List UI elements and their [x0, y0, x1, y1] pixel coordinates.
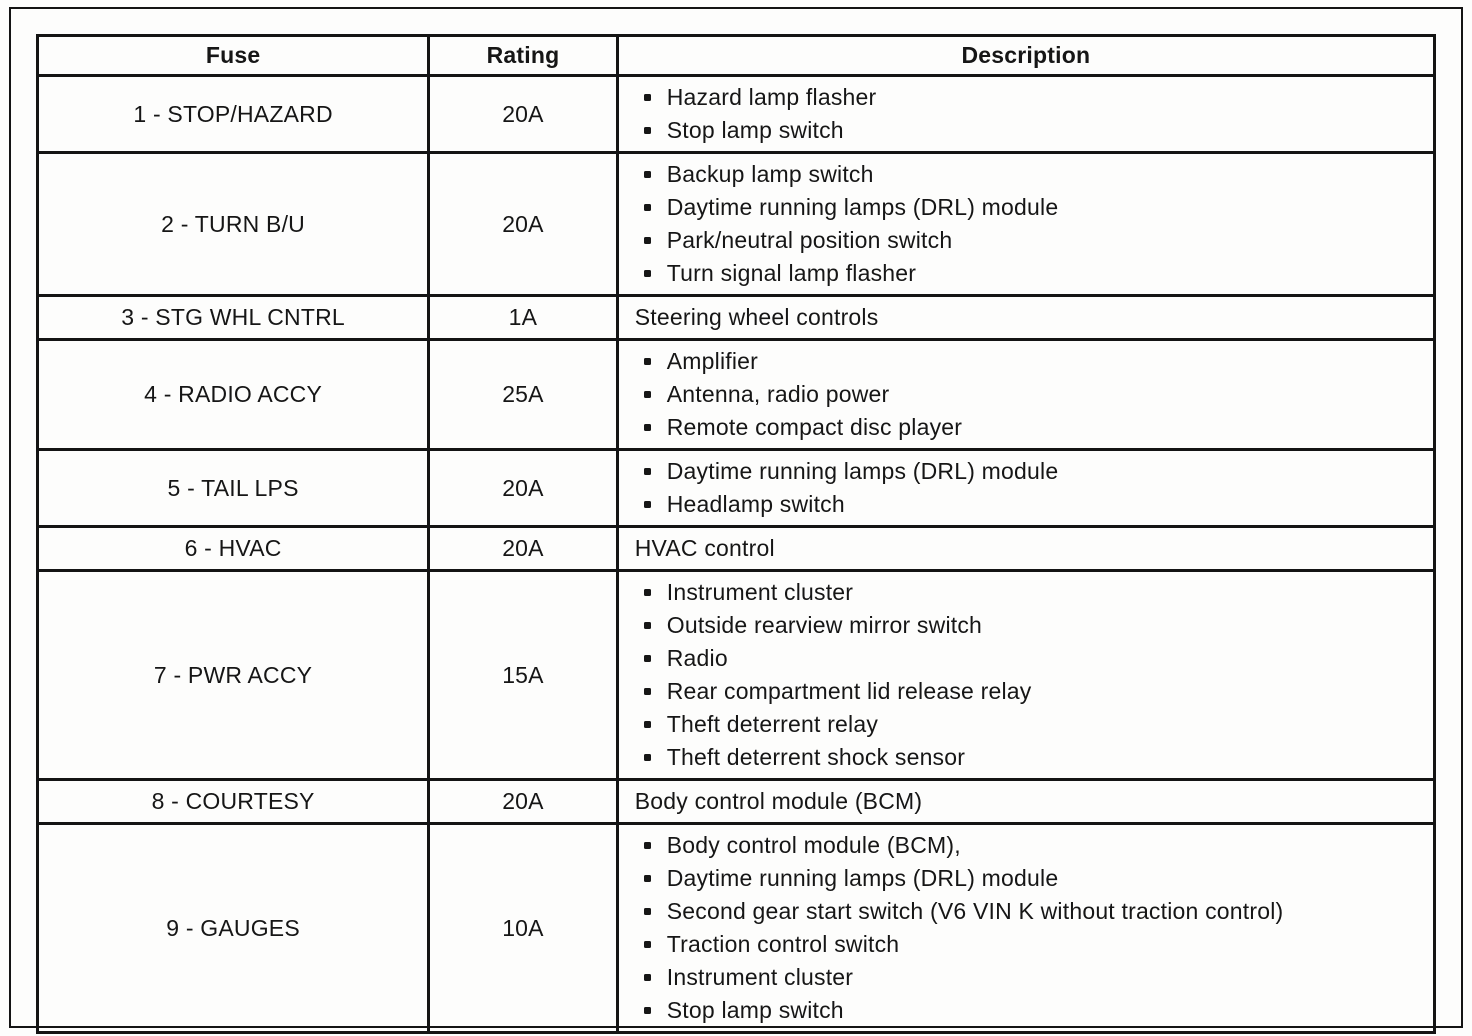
- header-row: [38, 36, 1435, 76]
- description-item: Turn signal lamp flasher: [635, 257, 1423, 290]
- fuse-description: [617, 153, 1434, 296]
- description-item: Instrument cluster: [635, 576, 1423, 609]
- description-text: HVAC control: [634, 535, 775, 561]
- fuse-description: [617, 340, 1434, 450]
- fuse-rating: 20A: [429, 153, 618, 296]
- fuse-name: 1 - STOP/HAZARD: [38, 76, 429, 153]
- fuse-rating: 25A: [429, 340, 618, 450]
- description-item: Daytime running lamps (DRL) module: [635, 191, 1423, 224]
- fuse-row: [38, 153, 1435, 296]
- fuse-description: [617, 824, 1434, 1033]
- description-item: Daytime running lamps (DRL) module: [635, 862, 1423, 895]
- description-list: [635, 158, 1423, 290]
- description-item: Headlamp switch: [635, 488, 1423, 521]
- description-item: Hazard lamp flasher: [635, 81, 1423, 114]
- description-item: Backup lamp switch: [635, 158, 1423, 191]
- fuse-rating: 10A: [429, 824, 618, 1033]
- description-item: Stop lamp switch: [635, 114, 1423, 147]
- fuse-name: 3 - STG WHL CNTRL: [38, 296, 429, 340]
- fuse-name: 6 - HVAC: [38, 527, 429, 571]
- description-list: [635, 576, 1423, 774]
- description-item: Rear compartment lid release relay: [635, 675, 1423, 708]
- description-item: Remote compact disc player: [635, 411, 1423, 444]
- description-item: Instrument cluster: [635, 961, 1423, 994]
- fuse-table: [36, 34, 1436, 1034]
- fuse-description: [617, 780, 1434, 824]
- fuse-description: [617, 296, 1434, 340]
- col-header-description: Description: [617, 36, 1434, 76]
- fuse-description: [617, 571, 1434, 780]
- description-item: Traction control switch: [635, 928, 1423, 961]
- description-list: [635, 829, 1423, 1027]
- fuse-table-body: [38, 76, 1435, 1033]
- fuse-description: [617, 76, 1434, 153]
- description-item: Park/neutral position switch: [635, 224, 1423, 257]
- col-header-fuse: Fuse: [38, 36, 429, 76]
- fuse-description: [617, 527, 1434, 571]
- fuse-description: [617, 450, 1434, 527]
- fuse-name: 5 - TAIL LPS: [38, 450, 429, 527]
- fuse-rating: 1A: [429, 296, 618, 340]
- description-item: Antenna, radio power: [635, 378, 1423, 411]
- fuse-row: [38, 296, 1435, 340]
- fuse-table-header: [38, 36, 1435, 76]
- description-text: Steering wheel controls: [634, 304, 879, 330]
- description-item: Stop lamp switch: [635, 994, 1423, 1027]
- description-item: Daytime running lamps (DRL) module: [635, 455, 1423, 488]
- fuse-row: [38, 571, 1435, 780]
- fuse-row: [38, 450, 1435, 527]
- description-list: [635, 455, 1423, 521]
- description-item: Outside rearview mirror switch: [635, 609, 1423, 642]
- description-item: Theft deterrent shock sensor: [635, 741, 1423, 774]
- fuse-name: 4 - RADIO ACCY: [38, 340, 429, 450]
- fuse-rating: 15A: [429, 571, 618, 780]
- col-header-rating: Rating: [429, 36, 618, 76]
- fuse-name: 8 - COURTESY: [38, 780, 429, 824]
- description-item: Theft deterrent relay: [635, 708, 1423, 741]
- description-item: Amplifier: [635, 345, 1423, 378]
- description-list: [635, 345, 1423, 444]
- fuse-rating: 20A: [429, 780, 618, 824]
- fuse-row: [38, 76, 1435, 153]
- fuse-row: [38, 824, 1435, 1033]
- description-text: Body control module (BCM): [634, 788, 923, 814]
- fuse-row: [38, 780, 1435, 824]
- fuse-row: [38, 527, 1435, 571]
- fuse-name: 7 - PWR ACCY: [38, 571, 429, 780]
- description-list: [635, 81, 1423, 147]
- description-item: Radio: [635, 642, 1423, 675]
- fuse-rating: 20A: [429, 527, 618, 571]
- fuse-rating: 20A: [429, 76, 618, 153]
- fuse-row: [38, 340, 1435, 450]
- fuse-name: 9 - GAUGES: [38, 824, 429, 1033]
- fuse-name: 2 - TURN B/U: [38, 153, 429, 296]
- description-item: Body control module (BCM),: [635, 829, 1423, 862]
- fuse-rating: 20A: [429, 450, 618, 527]
- description-item: Second gear start switch (V6 VIN K without traction control): [635, 895, 1423, 928]
